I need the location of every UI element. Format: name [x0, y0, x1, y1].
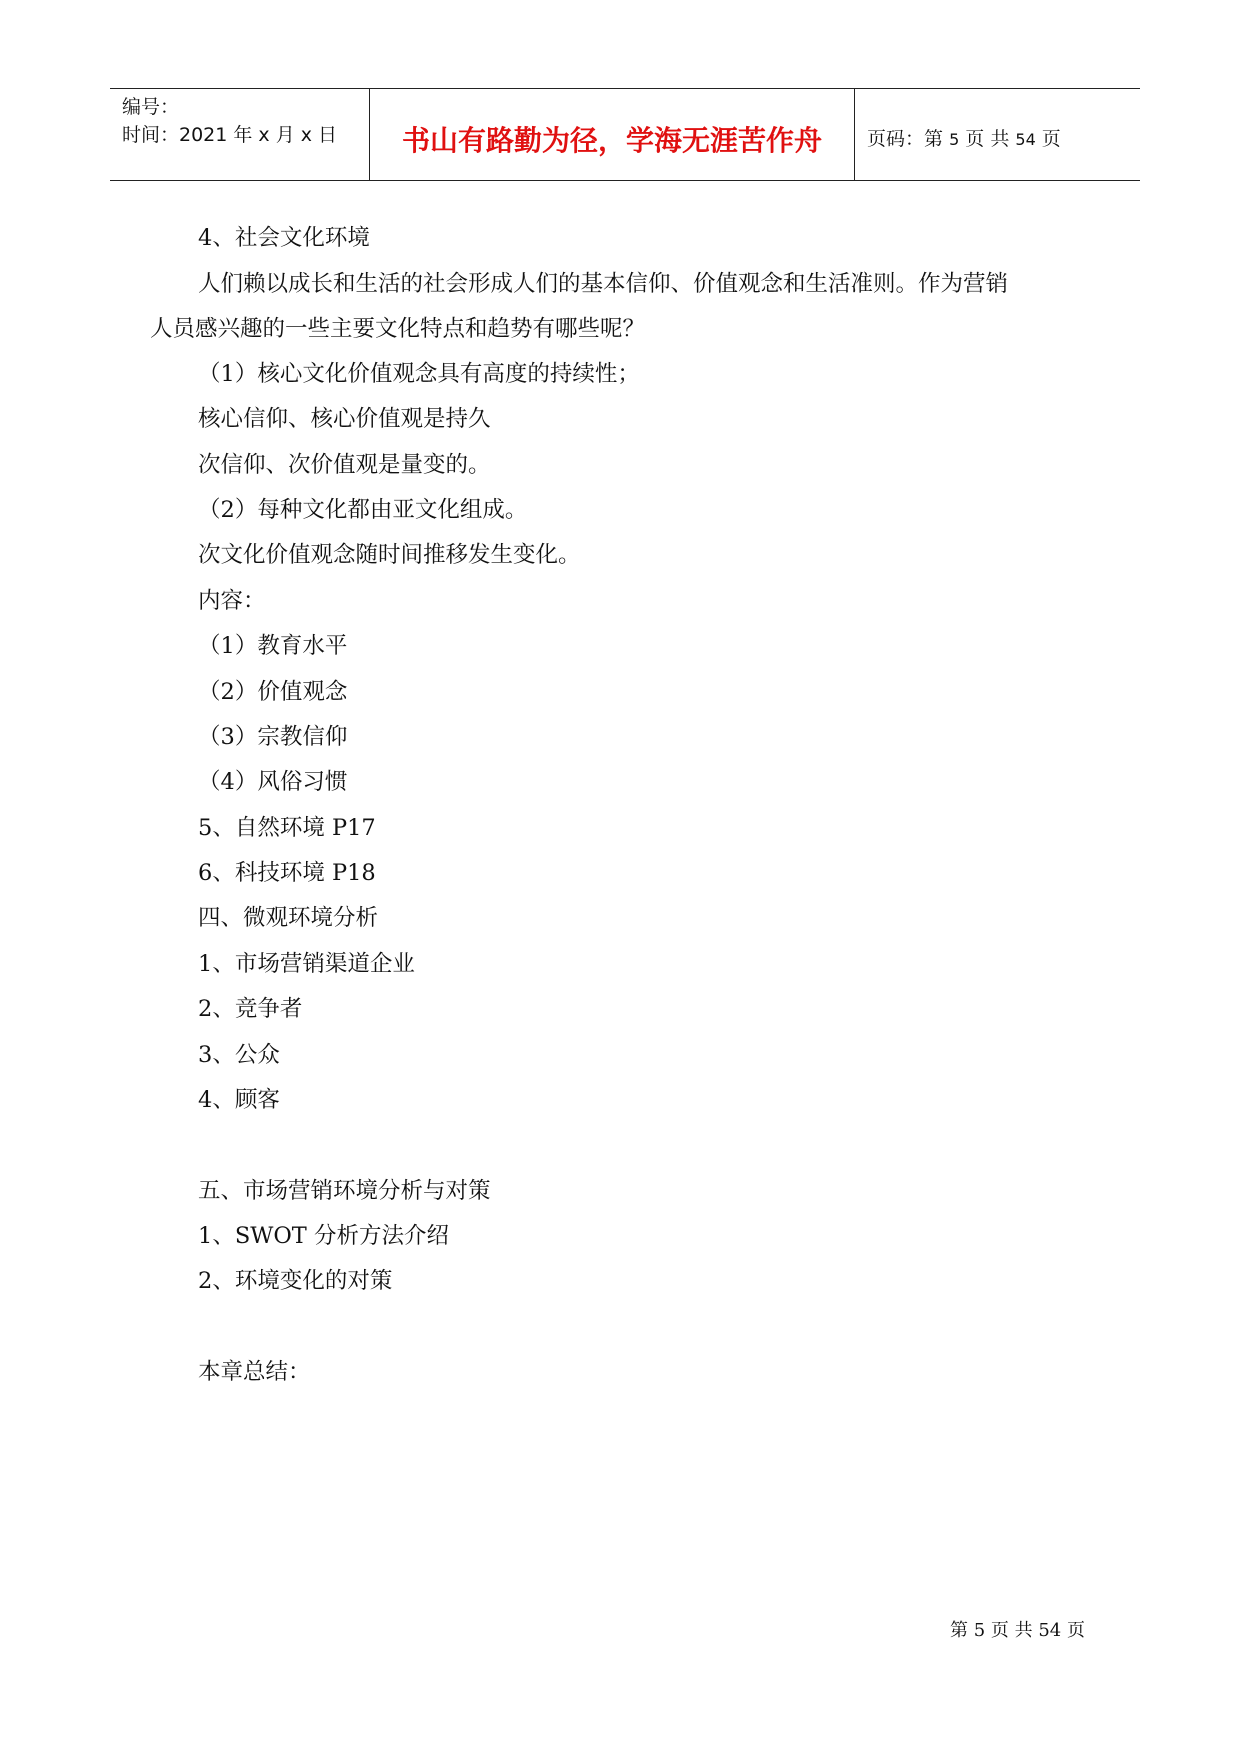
header-meta-cell — [110, 89, 370, 180]
paragraph-line: 内容： — [198, 588, 266, 614]
list-item: （1）教育水平 — [198, 633, 348, 659]
list-item: 2、竞争者 — [198, 996, 303, 1022]
list-item: （2）每种文化都由亚文化组成。 — [198, 497, 528, 523]
paragraph-line: 核心信仰、核心价值观是持久 — [198, 406, 491, 432]
header-motto-cell — [370, 89, 855, 180]
list-item: 4、顾客 — [198, 1087, 280, 1113]
section-heading: 本章总结： — [198, 1359, 311, 1385]
section-heading: 5、自然环境 P17 — [198, 815, 376, 841]
document-number-label: 编号： — [122, 96, 180, 118]
list-item: 1、市场营销渠道企业 — [198, 951, 415, 977]
page-code-suffix: 页 — [1041, 128, 1061, 150]
list-item: 1、SWOT 分析方法介绍 — [198, 1223, 449, 1249]
paragraph-line: 人们赖以成长和生活的社会形成人们的基本信仰、价值观念和生活准则。作为营销 — [198, 271, 1009, 297]
page-code-prefix: 页码：第 — [867, 128, 944, 150]
page-code-total: 54 — [1015, 130, 1036, 149]
list-item: （2）价值观念 — [198, 679, 348, 705]
page-header — [110, 88, 1140, 181]
header-page-cell — [855, 89, 1140, 180]
section-heading: 6、科技环境 P18 — [198, 860, 376, 886]
list-item: （3）宗教信仰 — [198, 724, 348, 750]
list-item: 2、环境变化的对策 — [198, 1268, 393, 1294]
page-code-mid: 页 共 — [965, 128, 1010, 150]
paragraph-line: 次文化价值观念随时间推移发生变化。 — [198, 542, 581, 568]
list-item: 3、公众 — [198, 1042, 280, 1068]
section-heading: 4、社会文化环境 — [198, 225, 370, 251]
section-heading: 五、市场营销环境分析与对策 — [198, 1178, 491, 1204]
list-item: （4）风俗习惯 — [198, 769, 348, 795]
section-heading: 四、微观环境分析 — [198, 905, 379, 931]
page-code-current: 5 — [949, 130, 960, 149]
paragraph-line: 次信仰、次价值观是量变的。 — [198, 452, 491, 478]
page-footer: 第 5 页 共 54 页 — [950, 1620, 1085, 1641]
list-item: （1）核心文化价值观念具有高度的持续性； — [198, 361, 640, 387]
header-motto: 书山有路勤为径，学海无涯苦作舟 — [401, 124, 822, 157]
header-page-code — [867, 124, 1061, 151]
paragraph-line: 人员感兴趣的一些主要文化特点和趋势有哪些呢？ — [150, 316, 646, 342]
document-date: 时间：2021 年 x 月 x 日 — [122, 124, 338, 146]
